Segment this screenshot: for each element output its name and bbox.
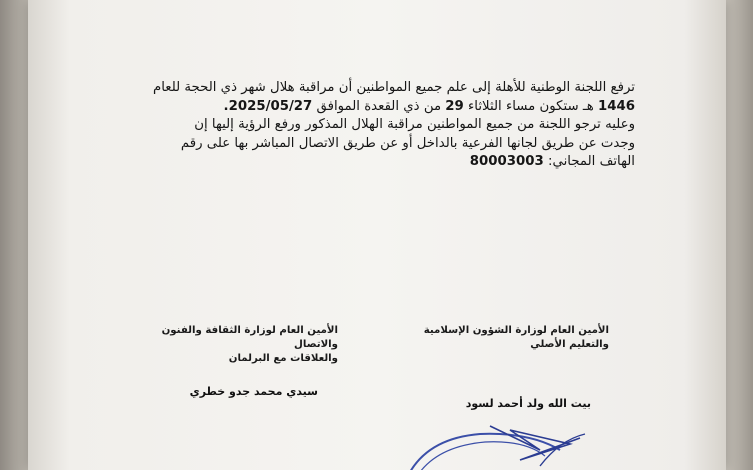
signatory-left-title-line-2: والعلاقات مع البرلمان	[228, 353, 338, 364]
signatory-left-title-line-1: الأمين العام لوزارة الثقافة والفنون والاتصال	[161, 325, 338, 350]
body-line-3: وعليه ترجو اللجنة من جميع المواطنين مراقبة الهلال المذكور ورفع الرؤية إليها إن	[194, 117, 635, 133]
body-line-2-text: هـ ستكون مساء الثلاثاء	[463, 98, 598, 114]
signatory-left-name: سيدي محمد جدو خطري	[189, 385, 318, 398]
gregorian-date: 2025/05/27.	[223, 98, 313, 114]
phone-label: الهاتف المجاني:	[543, 154, 635, 170]
hijri-day: 29	[445, 98, 464, 114]
body-line-5	[135, 153, 635, 172]
phone-number: 80003003	[469, 154, 544, 170]
stamp-signature-graphic	[370, 420, 610, 470]
signatory-left-title	[118, 324, 338, 366]
announcement-body	[135, 79, 635, 172]
hijri-year: 1446	[597, 98, 635, 114]
body-line-4: وجدت عن طريق لجانها الفرعية بالداخل أو عن طريق الاتصال المباشر بها على رقم	[180, 135, 635, 151]
body-line-1: ترفع اللجنة الوطنية للأهلة إلى علم جميع المواطنين أن مراقبة هلال شهر ذي الحجة للعام	[153, 80, 635, 95]
signatory-right-name: بيت الله ولد أحمد لسود	[465, 397, 591, 410]
body-line-2-end: من ذي القعدة الموافق	[312, 98, 446, 114]
signatory-right-title-line-2: والتعليم الأصلي	[530, 339, 609, 350]
body-line-2	[135, 98, 635, 117]
document-page	[28, 0, 726, 470]
signatory-right-title	[419, 324, 609, 352]
signatory-right-title-line-1: الأمين العام لوزارة الشؤون الإسلامية	[423, 325, 609, 336]
